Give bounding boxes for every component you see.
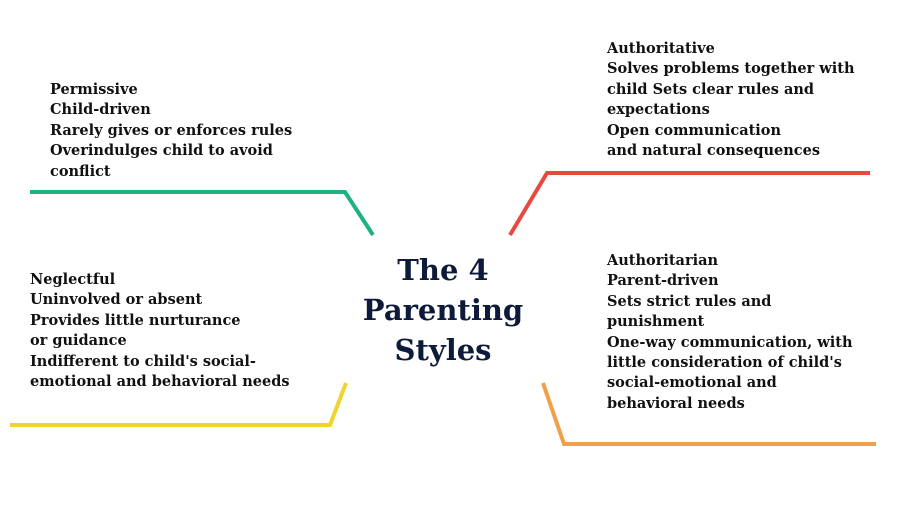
- diagram-title: [343, 250, 543, 370]
- neglectful-line: emotional and behavioral needs: [30, 373, 290, 391]
- authoritarian-line: Sets strict rules and: [607, 292, 772, 310]
- authoritative-line: Solves problems together with: [607, 60, 855, 78]
- authoritative-line: child Sets clear rules and: [607, 80, 815, 98]
- permissive-block: [50, 80, 292, 182]
- permissive-line: conflict: [50, 162, 111, 180]
- authoritative-line: Open communication: [607, 121, 782, 139]
- permissive-line: Rarely gives or enforces rules: [50, 121, 293, 139]
- authoritative-connector: [510, 173, 870, 235]
- authoritarian-heading: Authoritarian: [607, 252, 719, 269]
- authoritative-heading: Authoritative: [607, 40, 715, 57]
- neglectful-block: [30, 270, 290, 392]
- neglectful-line: Uninvolved or absent: [30, 291, 203, 309]
- authoritarian-line: behavioral needs: [607, 394, 745, 412]
- title-line: Styles: [394, 333, 492, 367]
- authoritative-block: [607, 39, 855, 161]
- neglectful-line: Indifferent to child's social-: [30, 352, 256, 370]
- title-line: The 4: [397, 253, 489, 287]
- title-line: Parenting: [362, 293, 524, 327]
- permissive-line: Overindulges child to avoid: [50, 142, 273, 160]
- authoritarian-line: Parent-driven: [607, 272, 719, 290]
- authoritarian-line: punishment: [607, 313, 705, 331]
- authoritarian-line: One-way communication, with: [607, 333, 853, 351]
- permissive-line: Child-driven: [50, 101, 151, 119]
- authoritative-line: and natural consequences: [607, 142, 820, 160]
- neglectful-line: or guidance: [30, 332, 127, 350]
- neglectful-heading: Neglectful: [30, 271, 116, 288]
- neglectful-line: Provides little nurturance: [30, 311, 241, 329]
- permissive-heading: Permissive: [50, 81, 138, 98]
- permissive-connector: [30, 192, 373, 235]
- authoritarian-block: [607, 251, 853, 414]
- authoritarian-line: social-emotional and: [607, 374, 777, 392]
- authoritative-line: expectations: [607, 101, 710, 119]
- authoritarian-line: little consideration of child's: [607, 354, 842, 372]
